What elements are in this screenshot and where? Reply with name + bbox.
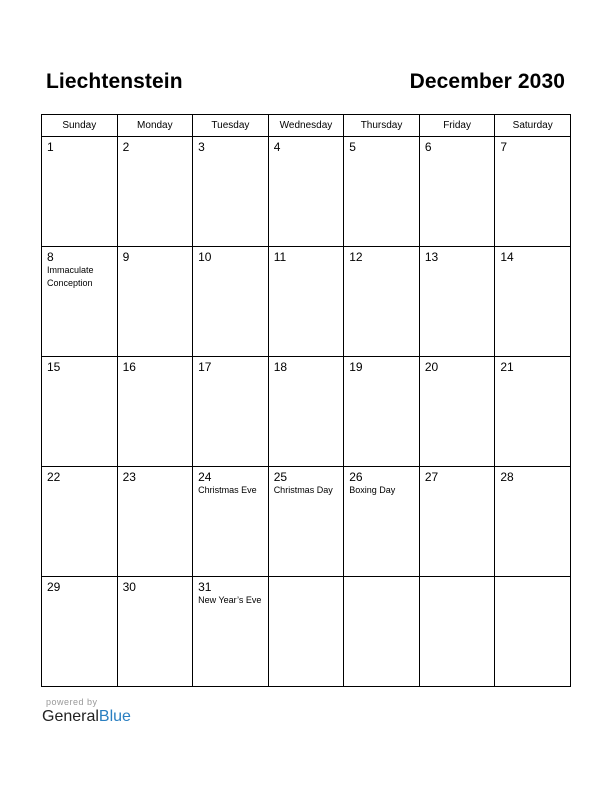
day-cell — [268, 577, 344, 687]
day-number: 16 — [122, 360, 136, 374]
holiday-label: Christmas Eve — [198, 485, 257, 495]
day-number: 15 — [47, 360, 61, 374]
day-number: 29 — [47, 580, 61, 594]
day-number: 9 — [122, 250, 130, 264]
day-cell — [42, 577, 118, 687]
day-cell — [117, 137, 193, 247]
week-row — [42, 577, 571, 687]
day-number: 2 — [122, 140, 130, 154]
day-number: 7 — [500, 140, 508, 154]
day-number: 10 — [198, 250, 212, 264]
day-cell — [42, 137, 118, 247]
day-cell — [344, 467, 420, 577]
powered-by-label: powered by — [46, 697, 98, 707]
day-number: 13 — [424, 250, 439, 264]
day-cell — [344, 137, 420, 247]
day-cell — [419, 137, 495, 247]
week-row — [42, 467, 571, 577]
day-number — [269, 577, 344, 580]
week-row — [42, 137, 571, 247]
weekday-thursday: Thursday — [344, 115, 420, 137]
day-cell — [495, 467, 571, 577]
day-cell — [419, 357, 495, 467]
day-number — [495, 577, 570, 580]
day-number: 17 — [198, 360, 212, 374]
weekday-monday: Monday — [117, 115, 193, 137]
logo-general-text: General — [42, 708, 99, 725]
day-number: 6 — [424, 140, 432, 154]
day-number: 28 — [500, 470, 514, 484]
day-cell — [193, 137, 269, 247]
weekday-sunday: Sunday — [42, 115, 118, 137]
day-number: 11 — [273, 250, 287, 264]
day-number: 5 — [349, 140, 356, 154]
day-cell — [117, 357, 193, 467]
holiday-label: Immaculate Conception — [47, 265, 94, 288]
day-number: 25 — [273, 470, 288, 484]
day-cell — [268, 357, 344, 467]
calendar-grid — [41, 114, 571, 687]
day-number — [420, 577, 495, 580]
day-cell — [117, 247, 193, 357]
day-number: 18 — [273, 360, 288, 374]
holiday-label: New Year’s Eve — [198, 595, 262, 605]
day-cell — [42, 467, 118, 577]
day-number: 3 — [198, 140, 205, 154]
day-number: 31 — [198, 580, 212, 594]
logo-blue-text: Blue — [98, 708, 131, 725]
day-number: 23 — [122, 470, 136, 484]
holiday-label: Boxing Day — [349, 485, 396, 495]
day-number: 4 — [273, 140, 281, 154]
day-cell — [268, 137, 344, 247]
day-number: 24 — [198, 470, 212, 484]
holiday-label: Christmas Day — [273, 485, 333, 495]
day-cell — [495, 577, 571, 687]
week-row — [42, 247, 571, 357]
day-number: 26 — [349, 470, 363, 484]
day-cell — [495, 137, 571, 247]
day-cell — [268, 467, 344, 577]
day-cell — [268, 247, 344, 357]
day-cell — [344, 357, 420, 467]
country-title: Liechtenstein — [46, 70, 183, 93]
day-cell — [344, 247, 420, 357]
day-cell — [193, 577, 269, 687]
day-number: 22 — [47, 470, 61, 484]
day-cell — [419, 467, 495, 577]
day-cell — [193, 357, 269, 467]
weekday-tuesday: Tuesday — [193, 115, 269, 137]
day-cell — [42, 357, 118, 467]
day-cell — [117, 577, 193, 687]
day-number — [344, 577, 419, 580]
day-cell — [419, 577, 495, 687]
day-cell — [193, 467, 269, 577]
weekday-saturday: Saturday — [495, 115, 571, 137]
day-cell — [344, 577, 420, 687]
day-number: 1 — [47, 140, 54, 154]
day-number: 20 — [424, 360, 439, 374]
day-number: 14 — [500, 250, 514, 264]
weekday-header-row — [42, 115, 571, 137]
day-number: 8 — [47, 250, 54, 264]
day-cell — [193, 247, 269, 357]
weekday-friday: Friday — [419, 115, 495, 137]
day-cell — [42, 247, 118, 357]
day-number: 27 — [424, 470, 439, 484]
month-title: December 2030 — [409, 70, 565, 93]
day-number: 21 — [500, 360, 514, 374]
day-number: 30 — [122, 580, 136, 594]
weekday-wednesday: Wednesday — [268, 115, 344, 137]
week-row — [42, 357, 571, 467]
generalblue-logo[interactable] — [42, 708, 131, 726]
day-cell — [419, 247, 495, 357]
day-number: 12 — [349, 250, 363, 264]
day-cell — [495, 247, 571, 357]
day-cell — [495, 357, 571, 467]
day-cell — [117, 467, 193, 577]
day-number: 19 — [349, 360, 363, 374]
